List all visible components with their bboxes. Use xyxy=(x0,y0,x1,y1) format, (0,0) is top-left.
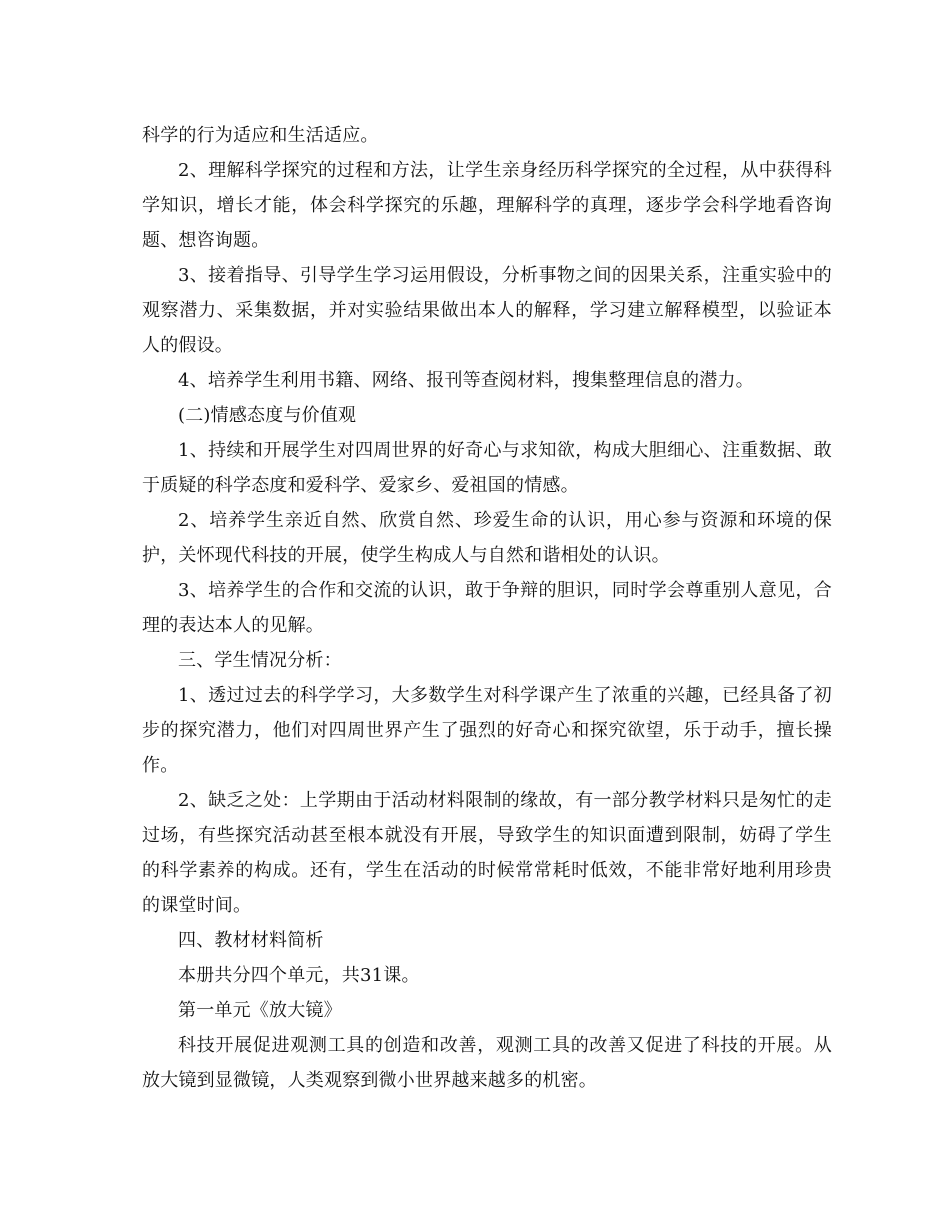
section-heading-textbook-analysis: 四、教材材料简析 xyxy=(178,930,324,951)
paragraph-item-4-information: 4、培养学生利用书籍、网络、报刊等查阅材料，搜集整理信息的潜力。 xyxy=(178,370,754,391)
paragraph-emotion-item-1: 1、持续和开展学生对四周世界的好奇心与求知欲，构成大胆细心、注重数据、敢于质疑的科学态度和爱科学、爱家乡、爱祖国的情感。 xyxy=(142,440,832,496)
paragraph-item-3-hypothesis: 3、接着指导、引导学生学习运用假设，分析事物之间的因果关系，注重实验中的观察潜力、采集数据，并对实验结果做出本人的解释，学习建立解释模型，以验证本人的假设。 xyxy=(142,265,832,356)
paragraph-continuation: 科学的行为适应和生活适应。 xyxy=(142,125,379,146)
paragraph-book-overview: 本册共分四个单元，共31课。 xyxy=(178,965,420,986)
section-heading-emotion-values: (二)情感态度与价值观 xyxy=(178,405,357,426)
paragraph-item-2-process-methods: 2、理解科学探究的过程和方法，让学生亲身经历科学探究的全过程，从中获得科学知识，增长才能，体会科学探究的乐趣，理解科学的真理，逐步学会科学地看咨询题、想咨询题。 xyxy=(142,160,832,251)
paragraph-emotion-item-2: 2、培养学生亲近自然、欣赏自然、珍爱生命的认识，用心参与资源和环境的保护，关怀现代科技的开展，使学生构成人与自然和谐相处的认识。 xyxy=(142,510,832,566)
document-body xyxy=(142,118,832,1098)
section-heading-student-analysis: 三、学生情况分析： xyxy=(178,650,342,671)
unit-heading-magnifier: 第一单元《放大镜》 xyxy=(178,1000,342,1021)
paragraph-emotion-item-3: 3、培养学生的合作和交流的认识，敢于争辩的胆识，同时学会尊重别人意见，合理的表达本人的见解。 xyxy=(142,580,832,636)
paragraph-unit-1-description: 科技开展促进观测工具的创造和改善，观测工具的改善又促进了科技的开展。从放大镜到显微镜，人类观察到微小世界越来越多的机密。 xyxy=(142,1035,832,1091)
paragraph-analysis-item-1: 1、透过过去的科学学习，大多数学生对科学课产生了浓重的兴趣，已经具备了初步的探究潜力，他们对四周世界产生了强烈的好奇心和探究欲望，乐于动手，擅长操作。 xyxy=(142,685,832,776)
paragraph-analysis-item-2: 2、缺乏之处：上学期由于活动材料限制的缘故，有一部分教学材料只是匆忙的走过场，有些探究活动甚至根本就没有开展，导致学生的知识面遭到限制，妨碍了学生的科学素养的构成。还有，学生在活动的时候常常耗时低效，不能非常好地利用珍贵的课堂时间。 xyxy=(142,790,832,916)
